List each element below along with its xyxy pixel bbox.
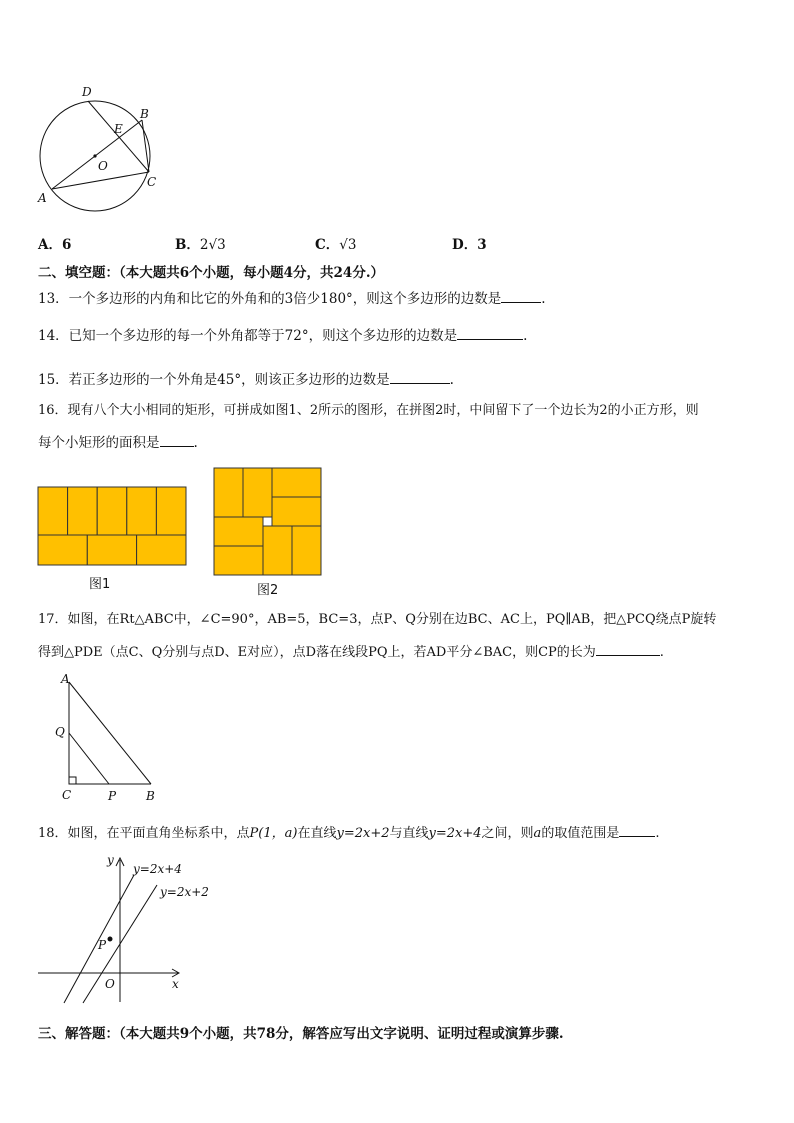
question-15 xyxy=(38,371,454,389)
side-ab xyxy=(69,682,151,784)
option-c xyxy=(315,233,356,253)
label-o: O xyxy=(98,159,108,173)
triangle-figure xyxy=(52,670,162,805)
point-p-label: P xyxy=(98,938,107,952)
label-q: Q xyxy=(55,725,65,739)
right-angle-mark xyxy=(69,777,76,784)
line2-label: y=2x+2 xyxy=(160,885,209,899)
fig2-rect xyxy=(214,468,243,517)
fig2-rect xyxy=(292,526,321,575)
option-c-value: √3 xyxy=(339,237,357,253)
q14-blank xyxy=(457,327,523,340)
q18-mid: 在直线 xyxy=(297,826,337,841)
figure-2-caption: 图2 xyxy=(257,583,279,598)
x-axis-label: x xyxy=(172,977,179,991)
segment-pq xyxy=(69,733,109,784)
fig2-center-square xyxy=(263,517,272,526)
option-a: A．6 xyxy=(38,237,72,253)
label-a: A xyxy=(61,672,70,686)
fig2-rect xyxy=(263,526,292,575)
figure-1 xyxy=(37,486,187,568)
figure-2 xyxy=(213,467,323,577)
label-b: B xyxy=(140,107,149,121)
fig2-rect xyxy=(272,468,321,497)
chord-ab xyxy=(52,120,142,189)
label-p: P xyxy=(108,789,117,803)
question-17-line1: 17．如图，在Rt△ABC中，∠C=90°，AB=5，BC=3，点P、Q分别在边BC、AC上，PQ∥AB，把△PCQ绕点P旋转 xyxy=(38,612,717,627)
q18-line-a: y=2x+2 xyxy=(336,826,390,841)
line1-label: y=2x+4 xyxy=(133,862,182,876)
q16-end: . xyxy=(193,435,198,451)
option-c-prefix: C． xyxy=(315,237,340,253)
question-13 xyxy=(38,290,546,308)
q15-text: 15．若正多边形的一个外角是45°，则该正多边形的边数是 xyxy=(38,372,390,388)
section3-title: 三、解答题：（本大题共9个小题，共78分，解答应写出文字说明、证明过程或演算步骤. xyxy=(38,1026,564,1042)
question-18 xyxy=(38,824,659,843)
figure-1-caption: 图1 xyxy=(89,577,111,592)
q16-blank xyxy=(160,434,194,447)
coordinate-graph xyxy=(36,852,216,1010)
fig1-rect xyxy=(127,487,157,535)
question-16-line2 xyxy=(38,434,198,452)
q18-line-b: y=2x+4 xyxy=(428,826,482,841)
q18-var: a xyxy=(533,826,542,841)
chord-ac xyxy=(52,172,149,189)
chord-bc xyxy=(142,120,149,172)
q13-text: 13．一个多边形的内角和比它的外角和的3倍少180°，则这个多边形的边数是 xyxy=(38,291,502,307)
option-d: D．3 xyxy=(452,237,487,253)
circle-figure xyxy=(30,80,170,215)
label-d: D xyxy=(82,85,92,99)
fig2-rect xyxy=(214,517,263,546)
q15-end: . xyxy=(449,372,454,388)
q18-blank xyxy=(619,824,655,837)
option-b-prefix: B． xyxy=(175,237,200,253)
fig1-rect xyxy=(97,487,127,535)
fig1-rect xyxy=(68,487,98,535)
fig2-rect xyxy=(243,468,272,517)
fig1-rect xyxy=(38,487,68,535)
q18-end: . xyxy=(655,826,660,841)
fig2-rect xyxy=(272,497,321,526)
origin-label: O xyxy=(105,977,115,991)
option-b-value: 2√3 xyxy=(199,237,226,253)
question-16-line1: 16．现有八个大小相同的矩形，可拼成如图1、2所示的图形，在拼图2时，中间留下了一个边长为2的小正方形，则 xyxy=(38,403,699,418)
point-p xyxy=(108,937,113,942)
q18-end-text: 的取值范围是 xyxy=(541,826,620,841)
section2-title: 二、填空题：（本大题共6个小题，每小题4分，共24分.） xyxy=(38,265,385,281)
q17-text: 得到△PDE（点C、Q分别与点D、E对应），点D落在线段PQ上，若AD平分∠BAC，则CP的长为 xyxy=(38,645,596,660)
q16-text: 每个小矩形的面积是 xyxy=(38,435,160,451)
q13-blank xyxy=(501,290,541,303)
label-c: C xyxy=(147,175,157,189)
label-e: E xyxy=(114,122,123,136)
q13-end: . xyxy=(541,291,546,307)
label-c: C xyxy=(62,788,72,802)
fig1-rect xyxy=(38,535,87,565)
q15-blank xyxy=(390,371,450,384)
q18-suffix: 之间，则 xyxy=(481,826,534,841)
fig1-rect xyxy=(137,535,186,565)
fig1-rect xyxy=(87,535,136,565)
q17-blank xyxy=(596,643,660,656)
option-b xyxy=(175,233,226,253)
q18-mid2: 与直线 xyxy=(389,826,429,841)
center-point xyxy=(93,154,96,157)
label-a: A xyxy=(38,191,47,205)
label-b: B xyxy=(146,789,155,803)
fig2-rect xyxy=(214,546,263,575)
q14-end: . xyxy=(523,328,528,344)
y-axis-label: y xyxy=(107,853,114,867)
q18-prefix: 18．如图，在平面直角坐标系中，点 xyxy=(38,826,250,841)
q14-text: 14．已知一个多边形的每一个外角都等于72°，则这个多边形的边数是 xyxy=(38,328,458,344)
question-17-line2 xyxy=(38,643,664,662)
q18-point: P(1，a) xyxy=(249,826,298,841)
q17-end: . xyxy=(659,645,664,660)
question-14 xyxy=(38,327,527,345)
fig1-rect xyxy=(156,487,186,535)
